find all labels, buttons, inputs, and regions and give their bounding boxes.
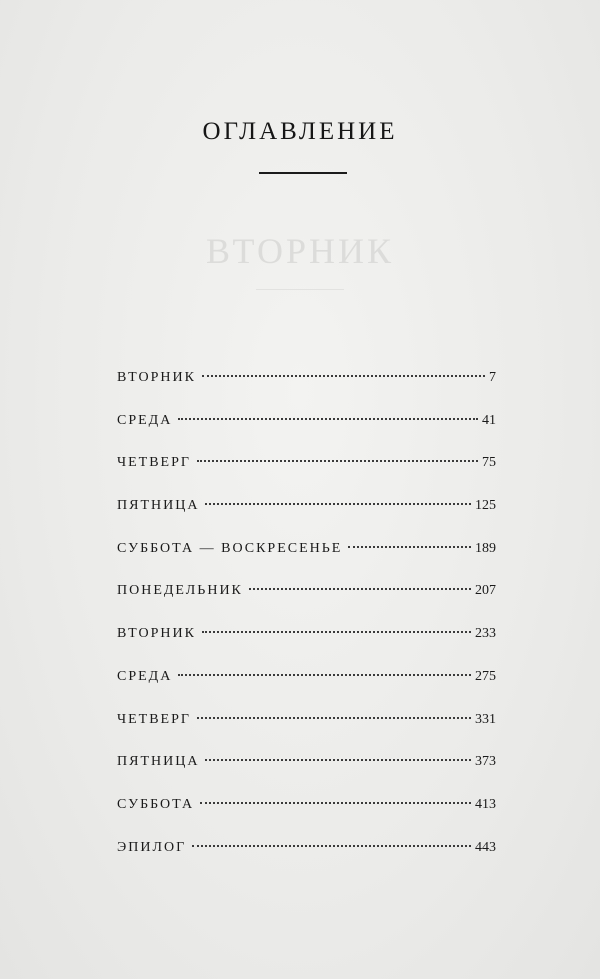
toc-entry-page: 443	[475, 839, 496, 855]
toc-entry[interactable]	[117, 494, 496, 537]
bleed-through-heading: ВТОРНИК	[205, 231, 395, 271]
toc-entry-label: СРЕДА	[117, 412, 173, 428]
toc-entry-label: ПЯТНИЦА	[117, 498, 200, 514]
toc-entry-page: 413	[475, 796, 496, 812]
dot-leader	[205, 759, 471, 761]
dot-leader	[200, 802, 471, 804]
toc-entry-label: ВТОРНИК	[117, 626, 196, 642]
dot-leader	[202, 375, 485, 377]
bleed-through-rule	[256, 289, 344, 290]
toc-entry[interactable]	[117, 579, 496, 622]
toc-entry-label: ЭПИЛОГ	[117, 839, 187, 855]
dot-leader	[178, 418, 478, 420]
dot-leader	[197, 460, 478, 462]
toc-entry-label: СУББОТА — ВОСКРЕСЕНЬЕ	[117, 540, 343, 556]
toc-entry-page: 189	[475, 540, 496, 556]
toc-entry-label: ЧЕТВЕРГ	[117, 455, 191, 471]
toc-entry-page: 275	[475, 668, 496, 684]
toc-entry[interactable]	[117, 366, 496, 409]
dot-leader	[249, 588, 471, 590]
dot-leader	[178, 674, 471, 676]
toc-entry-page: 207	[475, 583, 496, 599]
toc-entry-page: 75	[482, 455, 496, 471]
dot-leader	[205, 503, 471, 505]
toc-entry-label: ЧЕТВЕРГ	[117, 711, 191, 727]
toc-entry-page: 233	[475, 626, 496, 642]
toc-entry[interactable]	[117, 622, 496, 665]
toc-entry-page: 7	[489, 370, 496, 385]
toc-entry-label: ВТОРНИК	[117, 370, 196, 385]
dot-leader	[192, 845, 471, 847]
dot-leader	[348, 546, 471, 548]
toc-entry-label: ПЯТНИЦА	[117, 754, 200, 770]
toc-entry[interactable]	[117, 708, 496, 751]
toc-entry[interactable]	[117, 836, 496, 879]
dot-leader	[202, 631, 471, 633]
toc-entry-page: 331	[475, 711, 496, 727]
title-underline	[259, 172, 347, 174]
toc-entry-label: ПОНЕДЕЛЬНИК	[117, 583, 243, 599]
toc-entry-page: 125	[475, 498, 496, 514]
toc-entry-page: 41	[482, 412, 496, 428]
toc-entry[interactable]	[117, 451, 496, 494]
toc-entry-page: 373	[475, 754, 496, 770]
toc-entry[interactable]	[117, 750, 496, 793]
toc-entry[interactable]	[117, 537, 496, 580]
toc-entry[interactable]	[117, 793, 496, 836]
toc-entry-label: СУББОТА	[117, 796, 195, 812]
toc-title: ОГЛАВЛЕНИЕ	[202, 118, 398, 145]
toc-entry-label: СРЕДА	[117, 668, 173, 684]
toc-entry[interactable]	[117, 665, 496, 708]
dot-leader	[197, 717, 471, 719]
toc-list	[117, 366, 496, 878]
toc-entry[interactable]	[117, 409, 496, 452]
